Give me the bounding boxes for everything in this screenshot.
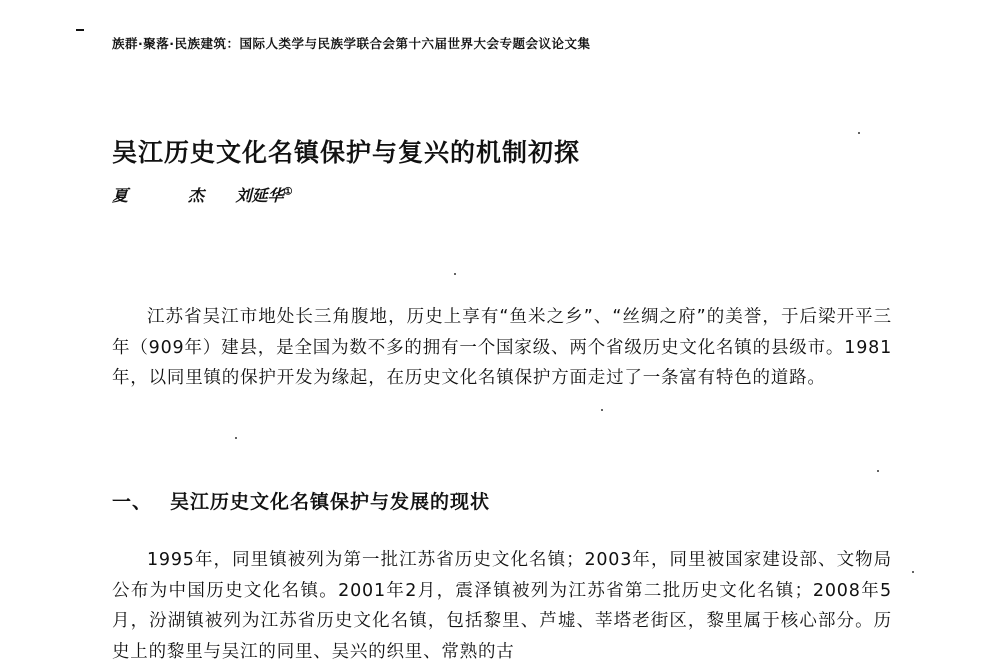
- section-heading: [112, 487, 490, 514]
- scan-corner-mark: [76, 29, 84, 31]
- running-header: 族群·聚落·民族建筑：国际人类学与民族学联合会第十六届世界大会专题会议论文集: [112, 36, 591, 51]
- scan-speck: [858, 132, 860, 134]
- scan-speck: [601, 409, 603, 411]
- author-name: 刘延华: [235, 186, 284, 205]
- scan-speck: [454, 273, 456, 275]
- author-name: 夏 杰: [112, 186, 227, 205]
- scan-speck: [235, 437, 237, 439]
- scan-speck: [877, 470, 879, 472]
- footnote-marker: ①: [283, 186, 293, 198]
- section-number: 一、: [112, 491, 153, 513]
- author-line: [112, 183, 293, 206]
- scan-speck: [912, 571, 914, 573]
- article-title: 吴江历史文化名镇保护与复兴的机制初探: [112, 138, 581, 167]
- body-paragraph: 江苏省吴江市地处长三角腹地，历史上享有“鱼米之乡”、“丝绸之府”的美誉，于后梁开平三年（909年）建县，是全国为数不多的拥有一个国家级、两个省级历史文化名镇的县级市。1981年，以同里镇的保护开发为缘起，在历史文化名镇保护方面走过了一条富有特色的道路。: [112, 307, 892, 388]
- section-title: 吴江历史文化名镇保护与发展的现状: [170, 491, 491, 513]
- body-paragraph: 1995年，同里镇被列为第一批江苏省历史文化名镇；2003年，同里被国家建设部、文物局公布为中国历史文化名镇。2001年2月，震泽镇被列为江苏省第二批历史文化名镇；2008年5月，汾湖镇被列为江苏省历史文化名镇，包括黎里、芦墟、莘塔老街区，黎里属于核心部分。历史上的黎里与吴江的同里、吴兴的织里、常熟的古: [112, 550, 892, 662]
